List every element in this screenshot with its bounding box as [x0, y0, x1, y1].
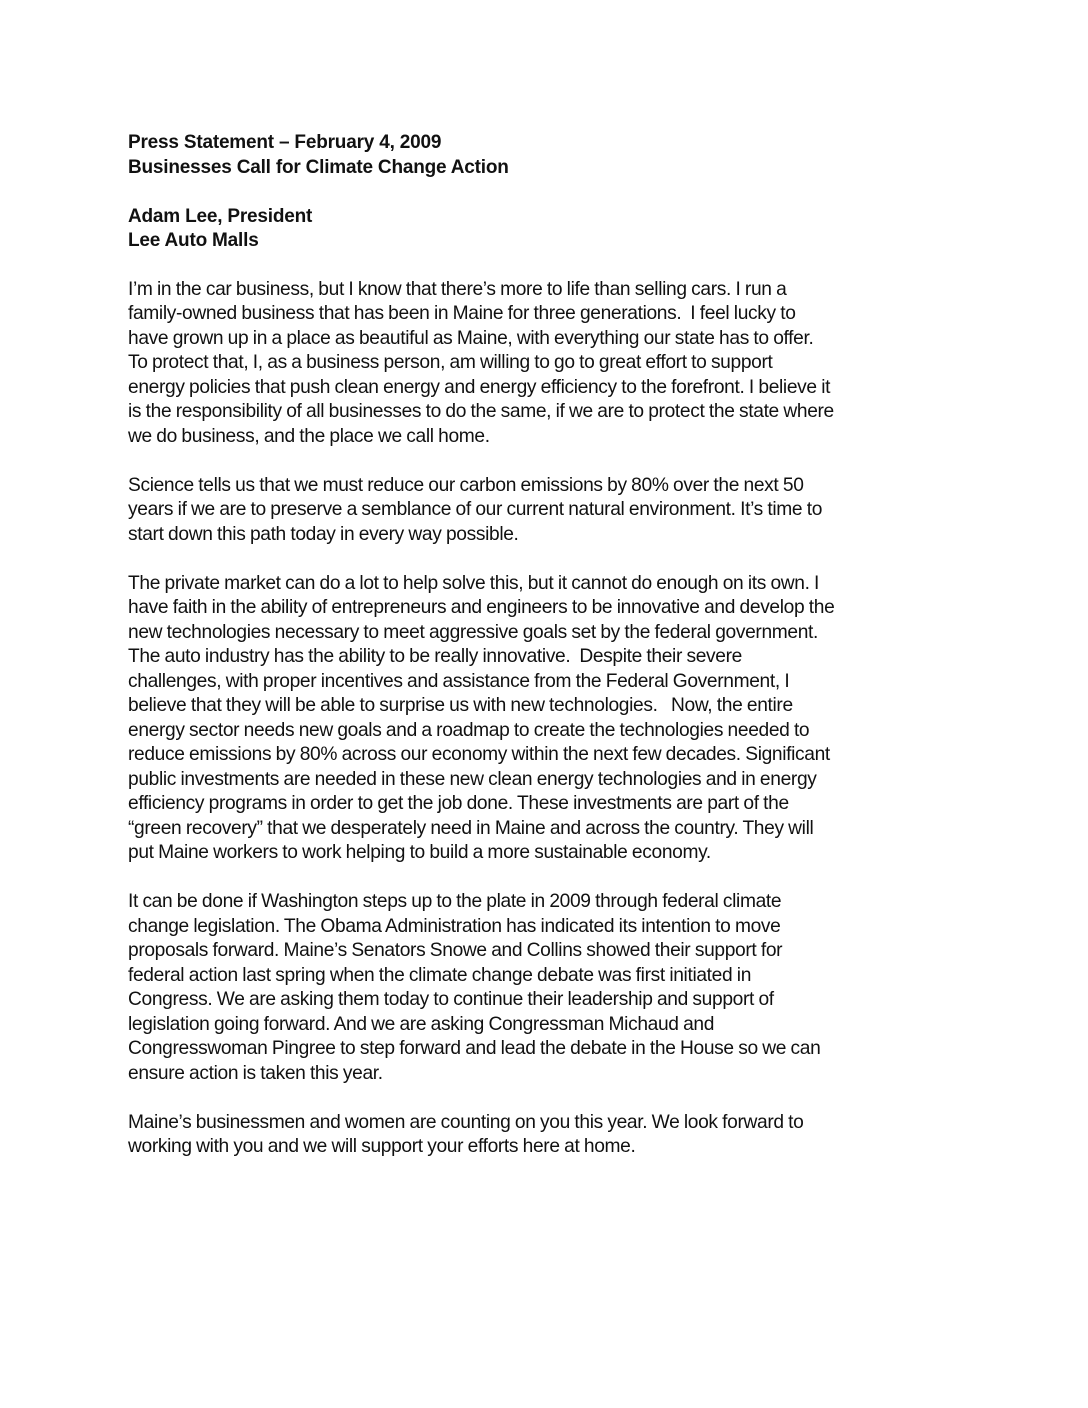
text-line: ensure action is taken this year. — [128, 1062, 383, 1084]
text-line: “green recovery” that we desperately need in Maine and across the country. They will — [128, 817, 814, 839]
text-line: To protect that, I, as a business person, am willing to go to great effort to support — [128, 352, 773, 373]
text-line: challenges, with proper incentives and assistance from the Federal Government, I — [128, 670, 790, 692]
paragraph-washington — [128, 890, 968, 1086]
paragraph-science — [128, 474, 968, 548]
text-line: proposals forward. Maine’s Senators Snowe and Collins showed their support for — [128, 940, 783, 961]
text-line: public investments are needed in these new clean energy technologies and in energy — [128, 768, 817, 790]
press-statement-page — [128, 131, 968, 1160]
text-line: is the responsibility of all businesses to do the same, if we are to protect the state where — [128, 401, 834, 422]
paragraph-closing — [128, 1111, 968, 1160]
text-line: Maine’s businessmen and women are counting on you this year. We look forward to — [128, 1111, 804, 1133]
author-block — [128, 205, 968, 254]
text-line: change legislation. The Obama Administration has indicated its intention to move — [128, 915, 781, 937]
text-line: It can be done if Washington steps up to the plate in 2009 through federal climate — [128, 891, 782, 912]
text-line: have faith in the ability of entrepreneurs and engineers to be innovative and develop the — [128, 597, 835, 618]
text-line: reduce emissions by 80% across our economy within the next few decades. Significant — [128, 744, 830, 765]
text-line: efficiency programs in order to get the job done. These investments are part of the — [128, 793, 789, 814]
paragraph-private-market — [128, 572, 968, 866]
text-line: The private market can do a lot to help solve this, but it cannot do enough on its own. I — [128, 572, 820, 594]
text-line: new technologies necessary to meet aggressive goals set by the federal government. — [128, 621, 819, 643]
paragraph-car-business — [128, 278, 968, 450]
text-line: The auto industry has the ability to be really innovative. Despite their severe — [128, 646, 742, 667]
text-line: Science tells us that we must reduce our carbon emissions by 80% over the next 50 — [128, 474, 804, 496]
author-company: Lee Auto Malls — [128, 230, 259, 251]
text-line: we do business, and the place we call home. — [128, 425, 490, 447]
text-line: believe that they will be able to surprise us with new technologies. Now, the entire — [128, 695, 793, 716]
statement-title-date: Press Statement – February 4, 2009 — [128, 132, 442, 153]
text-line: start down this path today in every way possible. — [128, 523, 519, 545]
text-line: energy policies that push clean energy and energy efficiency to the forefront. I believe it — [128, 376, 831, 398]
text-line: Congresswoman Pingree to step forward and lead the debate in the House so we can — [128, 1038, 821, 1059]
text-line: energy sector needs new goals and a roadmap to create the technologies needed to — [128, 719, 810, 741]
text-line: working with you and we will support your efforts here at home. — [128, 1136, 636, 1157]
text-line: I’m in the car business, but I know that there’s more to life than selling cars. I run a — [128, 278, 787, 300]
statement-headline: Businesses Call for Climate Change Action — [128, 156, 509, 178]
text-line: have grown up in a place as beautiful as Maine, with everything our state has to offer. — [128, 327, 814, 349]
text-line: family-owned business that has been in Maine for three generations. I feel lucky to — [128, 303, 796, 324]
author-name-title: Adam Lee, President — [128, 205, 313, 227]
statement-header — [128, 131, 968, 180]
text-line: Congress. We are asking them today to continue their leadership and support of — [128, 989, 774, 1010]
text-line: years if we are to preserve a semblance of our current natural environment. It’s time to — [128, 499, 823, 520]
text-line: put Maine workers to work helping to build a more sustainable economy. — [128, 842, 711, 863]
text-line: legislation going forward. And we are asking Congressman Michaud and — [128, 1013, 715, 1035]
text-line: federal action last spring when the climate change debate was first initiated in — [128, 964, 752, 986]
